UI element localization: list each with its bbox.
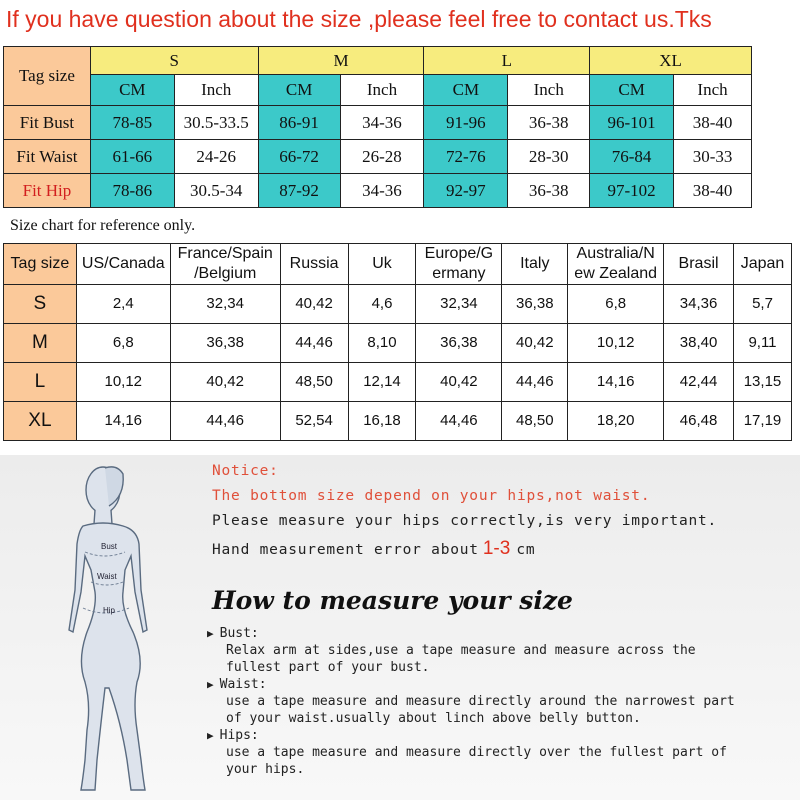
cell: 44,46 bbox=[170, 402, 280, 441]
row-label: Fit Bust bbox=[4, 106, 91, 140]
cell: 46,48 bbox=[664, 402, 734, 441]
unit-inch: Inch bbox=[674, 75, 752, 106]
cell: 34-36 bbox=[340, 174, 424, 208]
tag-size-header: Tag size bbox=[4, 47, 91, 106]
cell: 61-66 bbox=[90, 140, 174, 174]
cell: 28-30 bbox=[508, 140, 590, 174]
cell: 13,15 bbox=[733, 363, 791, 402]
cell: 12,14 bbox=[348, 363, 416, 402]
notice-title: Notice: bbox=[212, 463, 279, 479]
table-row bbox=[4, 402, 792, 441]
reference-note: Size chart for reference only. bbox=[10, 217, 196, 234]
row-label: Fit Hip bbox=[4, 174, 91, 208]
cell: 36,38 bbox=[502, 285, 568, 324]
error-unit: cm bbox=[516, 542, 536, 558]
cell: 96-101 bbox=[590, 106, 674, 140]
header-cell: Russia bbox=[280, 244, 348, 285]
body-measurement-table bbox=[3, 46, 752, 208]
cell: 40,42 bbox=[280, 285, 348, 324]
cell: 8,10 bbox=[348, 324, 416, 363]
cell: 40,42 bbox=[170, 363, 280, 402]
waist-line-2: of your waist.usually about linch above belly button. bbox=[226, 711, 641, 726]
cell: 17,19 bbox=[733, 402, 791, 441]
cell: 40,42 bbox=[416, 363, 502, 402]
header-cell: Italy bbox=[502, 244, 568, 285]
row-fit-bust bbox=[4, 106, 752, 140]
header-cell: Tag size bbox=[4, 244, 77, 285]
header-cell: Australia/N ew Zealand bbox=[568, 244, 664, 285]
hips-heading bbox=[207, 728, 259, 743]
unit-inch: Inch bbox=[508, 75, 590, 106]
hips-line-2: your hips. bbox=[226, 762, 305, 777]
cell: 32,34 bbox=[416, 285, 502, 324]
cell: 34-36 bbox=[340, 106, 424, 140]
cell: 2,4 bbox=[76, 285, 170, 324]
cell: 30.5-33.5 bbox=[174, 106, 258, 140]
cell: 52,54 bbox=[280, 402, 348, 441]
header-row bbox=[4, 244, 792, 285]
bust-label: Bust: bbox=[219, 626, 259, 641]
cell: 91-96 bbox=[424, 106, 508, 140]
cell: 78-85 bbox=[90, 106, 174, 140]
how-to-measure-title: How to measure your size bbox=[212, 586, 573, 615]
cell: 9,11 bbox=[733, 324, 791, 363]
cell: 14,16 bbox=[568, 363, 664, 402]
cell: 24-26 bbox=[174, 140, 258, 174]
cell: 18,20 bbox=[568, 402, 664, 441]
unit-cm: CM bbox=[590, 75, 674, 106]
hips-label: Hips: bbox=[219, 728, 259, 743]
unit-cm: CM bbox=[90, 75, 174, 106]
notice-line-hips: The bottom size depend on your hips,not waist. bbox=[212, 488, 651, 504]
cell: 36-38 bbox=[508, 174, 590, 208]
table-row bbox=[4, 324, 792, 363]
banner-text: If you have question about the size ,please feel free to contact us.Tks bbox=[6, 6, 712, 32]
cell: 16,18 bbox=[348, 402, 416, 441]
unit-inch: Inch bbox=[174, 75, 258, 106]
cell: 87-92 bbox=[258, 174, 340, 208]
cell: 92-97 bbox=[424, 174, 508, 208]
size-header-m: M bbox=[258, 47, 424, 75]
cell: 6,8 bbox=[568, 285, 664, 324]
hips-line-1: use a tape measure and measure directly over the fullest part of bbox=[226, 745, 727, 760]
cell: 44,46 bbox=[416, 402, 502, 441]
body-figure-illustration bbox=[25, 460, 175, 795]
cell: 97-102 bbox=[590, 174, 674, 208]
row-label: Fit Waist bbox=[4, 140, 91, 174]
bust-line-2: fullest part of your bust. bbox=[226, 660, 430, 675]
cell: 10,12 bbox=[76, 363, 170, 402]
cell: 36,38 bbox=[170, 324, 280, 363]
row-fit-hip bbox=[4, 174, 752, 208]
cell: 38-40 bbox=[674, 106, 752, 140]
cell: 72-76 bbox=[424, 140, 508, 174]
cell: 76-84 bbox=[590, 140, 674, 174]
figure-label-waist: Waist bbox=[97, 572, 117, 581]
row-fit-waist bbox=[4, 140, 752, 174]
figure-label-hip: Hip bbox=[103, 606, 116, 615]
cell: 5,7 bbox=[733, 285, 791, 324]
contact-banner bbox=[0, 0, 800, 44]
cell: 40,42 bbox=[502, 324, 568, 363]
cell: 66-72 bbox=[258, 140, 340, 174]
cell: 4,6 bbox=[348, 285, 416, 324]
error-text: Hand measurement error about bbox=[212, 542, 479, 558]
cell: 10,12 bbox=[568, 324, 664, 363]
unit-cm: CM bbox=[258, 75, 340, 106]
error-range: 1-3 bbox=[482, 538, 511, 559]
figure-label-bust: Bust bbox=[101, 542, 118, 551]
waist-line-1: use a tape measure and measure directly around the narrowest part bbox=[226, 694, 735, 709]
waist-label: Waist: bbox=[219, 677, 267, 692]
cell: 32,34 bbox=[170, 285, 280, 324]
cell: 26-28 bbox=[340, 140, 424, 174]
bullet-arrow-icon: ▶ bbox=[207, 678, 214, 691]
bullet-arrow-icon: ▶ bbox=[207, 729, 214, 742]
size-header-l: L bbox=[424, 47, 590, 75]
cell: 6,8 bbox=[76, 324, 170, 363]
size-conversion-table bbox=[3, 243, 792, 441]
size-label: L bbox=[4, 363, 77, 402]
cell: 86-91 bbox=[258, 106, 340, 140]
cell: 48,50 bbox=[502, 402, 568, 441]
waist-heading bbox=[207, 677, 267, 692]
notice-line-measure: Please measure your hips correctly,is very important. bbox=[212, 513, 718, 529]
bust-line-1: Relax arm at sides,use a tape measure and measure across the bbox=[226, 643, 696, 658]
cell: 38,40 bbox=[664, 324, 734, 363]
cell: 48,50 bbox=[280, 363, 348, 402]
cell: 44,46 bbox=[502, 363, 568, 402]
notice-line-error bbox=[212, 538, 535, 560]
size-label: S bbox=[4, 285, 77, 324]
header-cell: France/Spain /Belgium bbox=[170, 244, 280, 285]
size-header-s: S bbox=[90, 47, 258, 75]
unit-cm: CM bbox=[424, 75, 508, 106]
table-row bbox=[4, 363, 792, 402]
size-label: XL bbox=[4, 402, 77, 441]
cell: 36,38 bbox=[416, 324, 502, 363]
cell: 34,36 bbox=[664, 285, 734, 324]
size-header-xl: XL bbox=[590, 47, 752, 75]
cell: 30-33 bbox=[674, 140, 752, 174]
cell: 14,16 bbox=[76, 402, 170, 441]
cell: 44,46 bbox=[280, 324, 348, 363]
cell: 78-86 bbox=[90, 174, 174, 208]
header-cell: Europe/G ermany bbox=[416, 244, 502, 285]
bullet-arrow-icon: ▶ bbox=[207, 627, 214, 640]
unit-inch: Inch bbox=[340, 75, 424, 106]
cell: 42,44 bbox=[664, 363, 734, 402]
header-cell: Brasil bbox=[664, 244, 734, 285]
header-cell: Uk bbox=[348, 244, 416, 285]
cell: 30.5-34 bbox=[174, 174, 258, 208]
header-cell: US/Canada bbox=[76, 244, 170, 285]
table-row bbox=[4, 285, 792, 324]
cell: 36-38 bbox=[508, 106, 590, 140]
header-cell: Japan bbox=[733, 244, 791, 285]
cell: 38-40 bbox=[674, 174, 752, 208]
bust-heading bbox=[207, 626, 259, 641]
size-label: M bbox=[4, 324, 77, 363]
